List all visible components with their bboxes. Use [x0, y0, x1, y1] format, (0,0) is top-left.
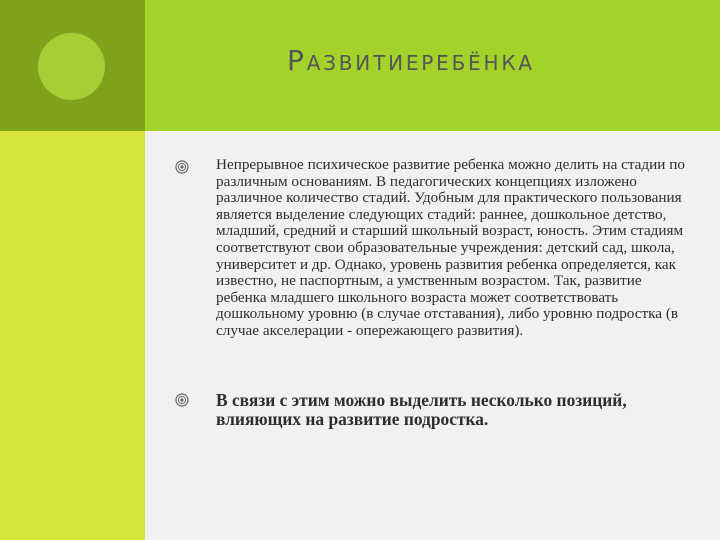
circle-bullet-icon: [175, 393, 189, 407]
decorative-circle: [38, 33, 105, 100]
title-rest: АЗВИТИЕРЕБЁНКА: [306, 51, 535, 75]
bullet-paragraph-positions: В связи с этим можно выделить несколько позиций, влияющих на развитие подростка.: [216, 390, 627, 429]
title-first-letter: Р: [287, 44, 307, 77]
slide-title: [287, 44, 535, 77]
circle-bullet-icon: [175, 160, 189, 174]
bullet-paragraph-development-stages: Непрерывное психическое развитие ребенка можно делить на стадии по различным основаниям. В педагогических концепциях изложено различное количество стадий. Удобным для практического пользования является выделение следующих стадий: раннее, дошкольное детство, младший, средний и старший школьный возраст, юность. Этим стадиям соответствуют свои образовательные учреждения: детский сад, школа, университет и др. Однако, уровень развития ребенка определяется, как известно, не паспортным, а умственным возрастом. Так, развитие ребенка младшего школьного возраста может соответствовать дошкольному уровню (в случае отставания), либо уровню подростка (в случае акселерации - опережающего развития).: [216, 156, 685, 339]
left-accent-bar: [0, 131, 145, 540]
